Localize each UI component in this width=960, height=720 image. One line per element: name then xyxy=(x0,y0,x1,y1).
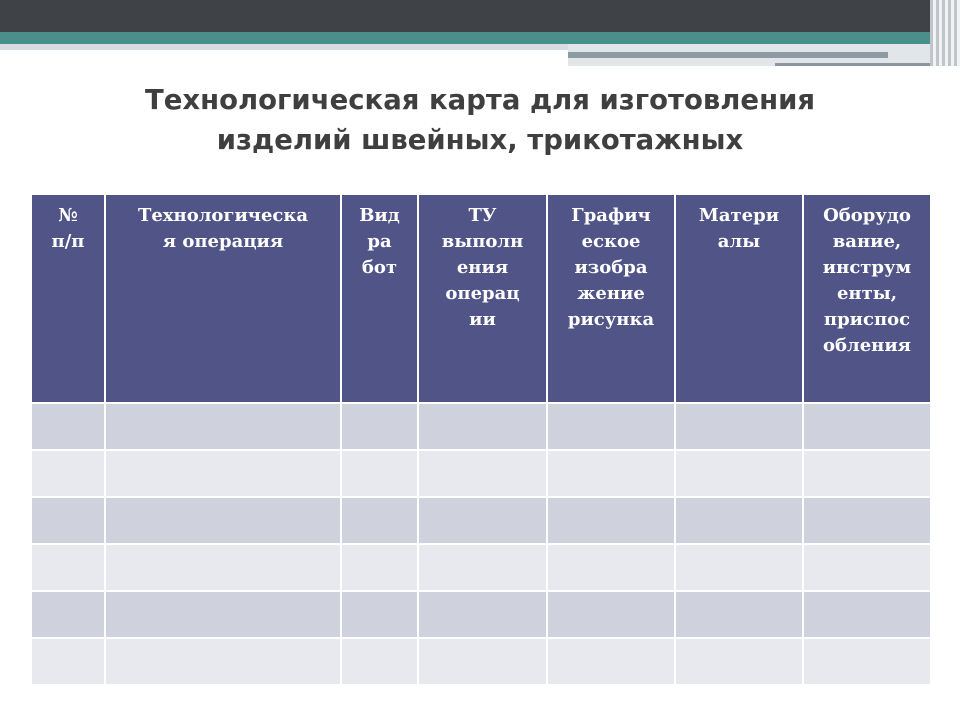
header-text-line: п/п xyxy=(51,231,85,252)
header-text-line: ения xyxy=(456,257,509,278)
header-graphic-image xyxy=(547,194,675,403)
table-cell[interactable] xyxy=(418,403,547,450)
table-row xyxy=(31,450,931,497)
header-text-line: изобра xyxy=(574,257,648,278)
table-cell[interactable] xyxy=(675,591,803,638)
header-text-line: рисунка xyxy=(567,309,655,330)
header-text-line: ии xyxy=(469,309,496,330)
table-row xyxy=(31,497,931,544)
header-operation xyxy=(105,194,341,403)
table-row xyxy=(31,403,931,450)
table-cell[interactable] xyxy=(31,544,105,591)
header-tech-conditions xyxy=(418,194,547,403)
table-cell[interactable] xyxy=(31,638,105,685)
header-text-line: Технологическа xyxy=(137,205,309,226)
table-cell[interactable] xyxy=(803,544,931,591)
corner-stripes-decoration xyxy=(930,0,960,66)
table-cell[interactable] xyxy=(547,450,675,497)
header-text-line: выполн xyxy=(441,231,524,252)
table-cell[interactable] xyxy=(105,403,341,450)
header-step-line-thin xyxy=(775,63,940,66)
header-step-line xyxy=(568,52,888,58)
header-light-band xyxy=(0,44,590,50)
header-text-line: еское xyxy=(581,231,641,252)
header-text-line: инструм xyxy=(822,257,912,278)
table-cell[interactable] xyxy=(31,403,105,450)
table-cell[interactable] xyxy=(547,497,675,544)
table-cell[interactable] xyxy=(418,544,547,591)
table-cell[interactable] xyxy=(31,450,105,497)
header-materials xyxy=(675,194,803,403)
header-text-line: Матери xyxy=(698,205,780,226)
table-row xyxy=(31,638,931,685)
table-cell[interactable] xyxy=(341,638,418,685)
table-cell[interactable] xyxy=(675,544,803,591)
header-dark-band xyxy=(0,0,960,32)
header-text-line: № xyxy=(58,205,78,226)
header-text-line: Вид xyxy=(359,205,400,226)
header-text-line: ра xyxy=(367,231,392,252)
header-text-line: бот xyxy=(361,257,398,278)
table-cell[interactable] xyxy=(547,638,675,685)
table-cell[interactable] xyxy=(547,403,675,450)
table-cell[interactable] xyxy=(803,450,931,497)
table-cell[interactable] xyxy=(105,544,341,591)
page-title xyxy=(0,80,960,160)
table-cell[interactable] xyxy=(418,497,547,544)
technology-map-table xyxy=(30,193,932,686)
header-teal-band xyxy=(0,32,960,44)
header-text-line: алы xyxy=(717,231,761,252)
table-cell[interactable] xyxy=(675,450,803,497)
header-text-line: операц xyxy=(445,283,520,304)
page-title-line-1: Технологическая карта для изготовления xyxy=(144,84,816,116)
table-cell[interactable] xyxy=(675,638,803,685)
table-cell[interactable] xyxy=(341,497,418,544)
header-text-line: приспос xyxy=(823,309,911,330)
header-equipment xyxy=(803,194,931,403)
table-cell[interactable] xyxy=(547,544,675,591)
page-title-line-2: изделий швейных, трикотажных xyxy=(216,124,744,156)
table-cell[interactable] xyxy=(31,497,105,544)
table-cell[interactable] xyxy=(803,497,931,544)
table-header-row xyxy=(31,194,931,403)
table-row xyxy=(31,591,931,638)
table-cell[interactable] xyxy=(105,638,341,685)
table-cell[interactable] xyxy=(341,450,418,497)
table-cell[interactable] xyxy=(418,450,547,497)
header-text-line: ТУ xyxy=(468,205,497,226)
table-cell[interactable] xyxy=(803,403,931,450)
header-text-line: енты, xyxy=(836,283,898,304)
table-cell[interactable] xyxy=(105,497,341,544)
table-cell[interactable] xyxy=(803,638,931,685)
header-work-type xyxy=(341,194,418,403)
header-text-line: жение xyxy=(577,283,645,304)
table-cell[interactable] xyxy=(803,591,931,638)
table-cell[interactable] xyxy=(341,591,418,638)
table-cell[interactable] xyxy=(418,638,547,685)
header-text-line: Графич xyxy=(571,205,651,226)
table-cell[interactable] xyxy=(675,497,803,544)
header-text-line: вание, xyxy=(832,231,902,252)
table-cell[interactable] xyxy=(105,591,341,638)
table-cell[interactable] xyxy=(105,450,341,497)
table-cell[interactable] xyxy=(341,403,418,450)
table-cell[interactable] xyxy=(547,591,675,638)
header-text-line: обления xyxy=(823,335,911,356)
header-number xyxy=(31,194,105,403)
table-cell[interactable] xyxy=(418,591,547,638)
table-cell[interactable] xyxy=(675,403,803,450)
header-text-line: Оборудо xyxy=(823,205,911,226)
table-row xyxy=(31,544,931,591)
table-cell[interactable] xyxy=(341,544,418,591)
table-cell[interactable] xyxy=(31,591,105,638)
header-text-line: я операция xyxy=(162,231,284,252)
table-body xyxy=(31,403,931,685)
